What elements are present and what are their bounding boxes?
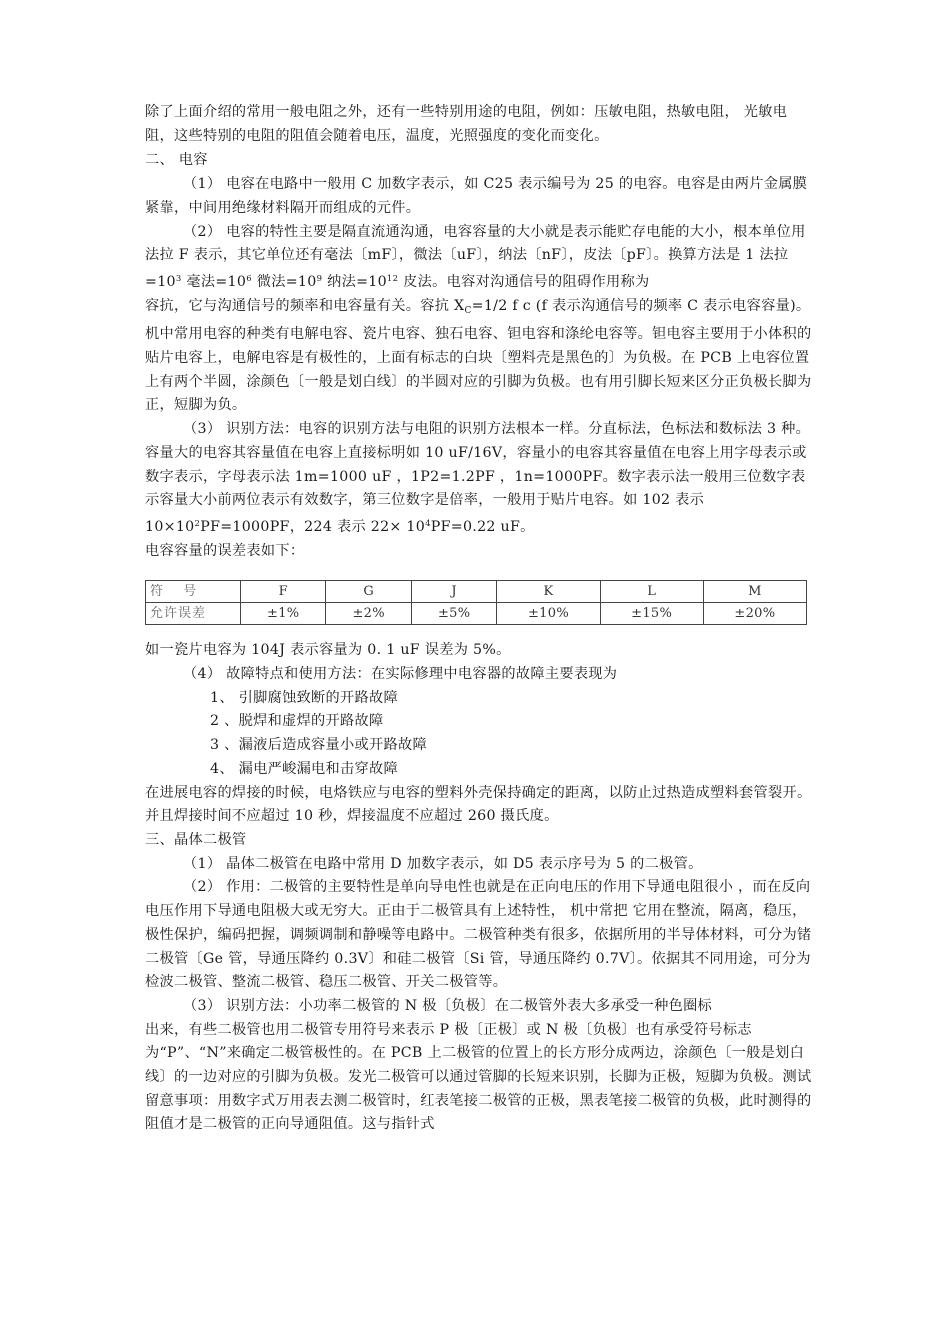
table-cell-tolerance: ±10% <box>497 603 600 625</box>
capacitor-paragraph-3 <box>145 295 813 419</box>
cap-p4-exp1: 2 <box>194 518 201 529</box>
section-heading-diode: 三、晶体二极管 <box>145 831 247 848</box>
table-row-tolerances <box>146 603 807 625</box>
diode-paragraph-1: （1） 晶体二极管在电路中常用 D 加数字表示，如 D5 表示序号为 5 的二极管。 <box>183 855 703 872</box>
fault-intro: （4） 故障特点和使用方法：在实际修理中电容器的故障主要表现为 <box>183 666 618 683</box>
table-cell-tolerance: ±1% <box>241 603 326 625</box>
fault-item: 2 、脱焊和虚焊的开路故障 <box>210 713 384 730</box>
table-intro: 电容容量的误差表如下： <box>145 542 305 559</box>
cap-p3-sub: C <box>464 305 472 316</box>
table-cell-symbol: L <box>600 581 703 603</box>
cap-p2-exp1: 3 <box>175 273 182 284</box>
fault-item: 1、 引脚腐蚀致断的开路故障 <box>210 689 398 706</box>
capacitor-paragraph-4 <box>145 418 813 540</box>
table-cell-tolerance: ±5% <box>411 603 496 625</box>
table-cell-tolerance: ±20% <box>703 603 806 625</box>
error-table-wrapper <box>145 563 813 639</box>
table-cell-tolerance: ±2% <box>326 603 411 625</box>
diode-paragraph-2: （2） 作用：二极管的主要特性是单向导电性也就是在正向电压的作用下导通电阻很小 ，而在反向电压作用下导通电阻极大或无穷大。正由于二极管具有上述特性， 机中常把 它用在整流，隔离，稳压，极性保护，编码把握，调频调制和静噪等电路中。二极管种类有很多，依据所用的半导体材料，可分为锗二极管〔Ge 管，导通压降约 0.3V〕和硅二极管〔Si 管，导通压降约 0.7V〕。依据其不同用途，可分为检波二极管、整流二极管、稳压二极管、开关二极管等。 <box>145 879 812 991</box>
table-header-symbol: 符 号 <box>146 581 241 603</box>
cap-p2-mid3: 纳法=10 <box>322 273 387 290</box>
cap-p3-b: =1/2 f c (f 表示沟通信号的频率 C 表示电容容量)。 机中常用电容的种类有电解电容、瓷片电容、独石电容、钽电容和涤纶电容等。钽电容主要用于小体积的贴片电容上，电解电容是有极性的，上面有标志的白块〔塑料壳是黑色的〕为负极。在 PCB 上电容位置上有两个半圆，涂颜色〔一般是划白线〕的半圆对应的引脚为负极。也有用引脚长短来区分正负极长脚为正，短脚为负。 <box>145 297 812 414</box>
cap-p2-exp2: 6 <box>246 273 252 284</box>
cap-p4-b: PF=1000PF，224 表示 22× 10 <box>200 518 426 535</box>
diode-paragraph-3b: 出来，有些二极管也用二极管专用符号来表示 P 极〔正极〕或 N 极〔负极〕也有承受符号标志为“P”、“N”来确定二极管极性的。在 PCB 上二极管的位置上的长方形分成两边，涂颜色〔一般是划白线〕的一边对应的引脚为负极。发光二极管可以通过管脚的长短来识别，长脚为正极，短脚为负极。测试留意事项：用数字式万用表去测二极管时，红表笔接二极管的正极，黑表笔接二极管的负极，此时测得的阻值才是二极管的正向导通阻值。这与指针式 <box>145 1021 812 1133</box>
diode-paragraph-3a: （3） 识别方法：小功率二极管的 N 极〔负极〕在二极管外表大多承受一种色圈标 <box>183 997 713 1014</box>
fault-item: 3 、漏液后造成容量小或开路故障 <box>210 737 427 754</box>
cap-p3-a: 容抗，它与沟通信号的频率和电容量有关。容抗 X <box>145 297 465 314</box>
table-row-symbols <box>146 581 807 603</box>
intro-paragraph: 除了上面介绍的常用一般电阻之外，还有一些特别用途的电阻，例如：压敏电阻，热敏电阻， 光敏电阻，这些特别的电阻的阻值会随着电压，温度，光照强度的变化而变化。 <box>145 104 788 144</box>
table-cell-symbol: J <box>411 581 496 603</box>
table-cell-symbol: F <box>241 581 326 603</box>
cap-p4-exp2: 4 <box>425 518 431 529</box>
welding-note: 在进展电容的焊接的时候，电烙铁应与电容的塑料外壳保持确定的距离，以防止过热造成塑料套管裂开。并且焊接时间不应超过 10 秒，焊接温度不应超过 260 摄氏度。 <box>145 784 812 825</box>
capacitor-paragraph-2 <box>145 221 813 295</box>
cap-p4-c: PF=0.22 uF。 <box>430 518 535 535</box>
section-heading-capacitor: 二、 电容 <box>145 152 208 169</box>
cap-p4-a: （3） 识别方法：电容的识别方法与电阻的识别方法根本一样。分直标法，色标法和数标法 3 种。容量大的电容其容量值在电容上直接标明如 10 uF/16V，容量小的电容其容量值在电容上用字母表示或数字表示，字母表示法 1m=1000 uF ，1P2=1.2PF ，1n=1000PF。数字表示法一般用三位数字表示容量大小前两位表示有效数字，第三位数字是倍率，一般用于贴片电容。如 102 表示 10×10 <box>145 421 811 535</box>
cap-p2-mid2: 微法=10 <box>251 273 317 290</box>
table-cell-tolerance: ±15% <box>600 603 703 625</box>
table-header-tolerance: 允许误差 <box>146 603 241 625</box>
cap-p2-mid1: 毫法=10 <box>181 273 247 290</box>
document-body <box>145 101 813 1137</box>
table-cell-symbol: K <box>497 581 600 603</box>
cap-p2-exp3: 9 <box>316 273 323 284</box>
table-cell-symbol: M <box>703 581 806 603</box>
example-paragraph: 如一瓷片电容为 104J 表示容量为 0. 1 uF 误差为 5%。 <box>145 642 511 659</box>
table-cell-symbol: G <box>326 581 411 603</box>
fault-item: 4、 漏电严峻漏电和击穿故障 <box>210 760 398 777</box>
capacitor-paragraph-1: （1） 电容在电路中一般用 C 加数字表示，如 C25 表示编号为 25 的电容。电容是由两片金属膜紧靠，中间用绝缘材料隔开而组成的元件。 <box>145 176 808 216</box>
error-table <box>145 580 807 625</box>
cap-p2-text: （2） 电容的特性主要是隔直流通沟通，电容容量的大小就是表示能贮存电能的大小，根本单位用法拉 F 表示，其它单位还有毫法〔mF〕，微法〔uF〕，纳法〔nF〕，皮法〔pF〕。换算方法是 1 法拉=10 <box>145 223 806 290</box>
cap-p2-exp4: 12 <box>386 273 399 284</box>
cap-p2-end: 皮法。电容对沟通信号的阻碍作用称为 <box>398 273 650 290</box>
